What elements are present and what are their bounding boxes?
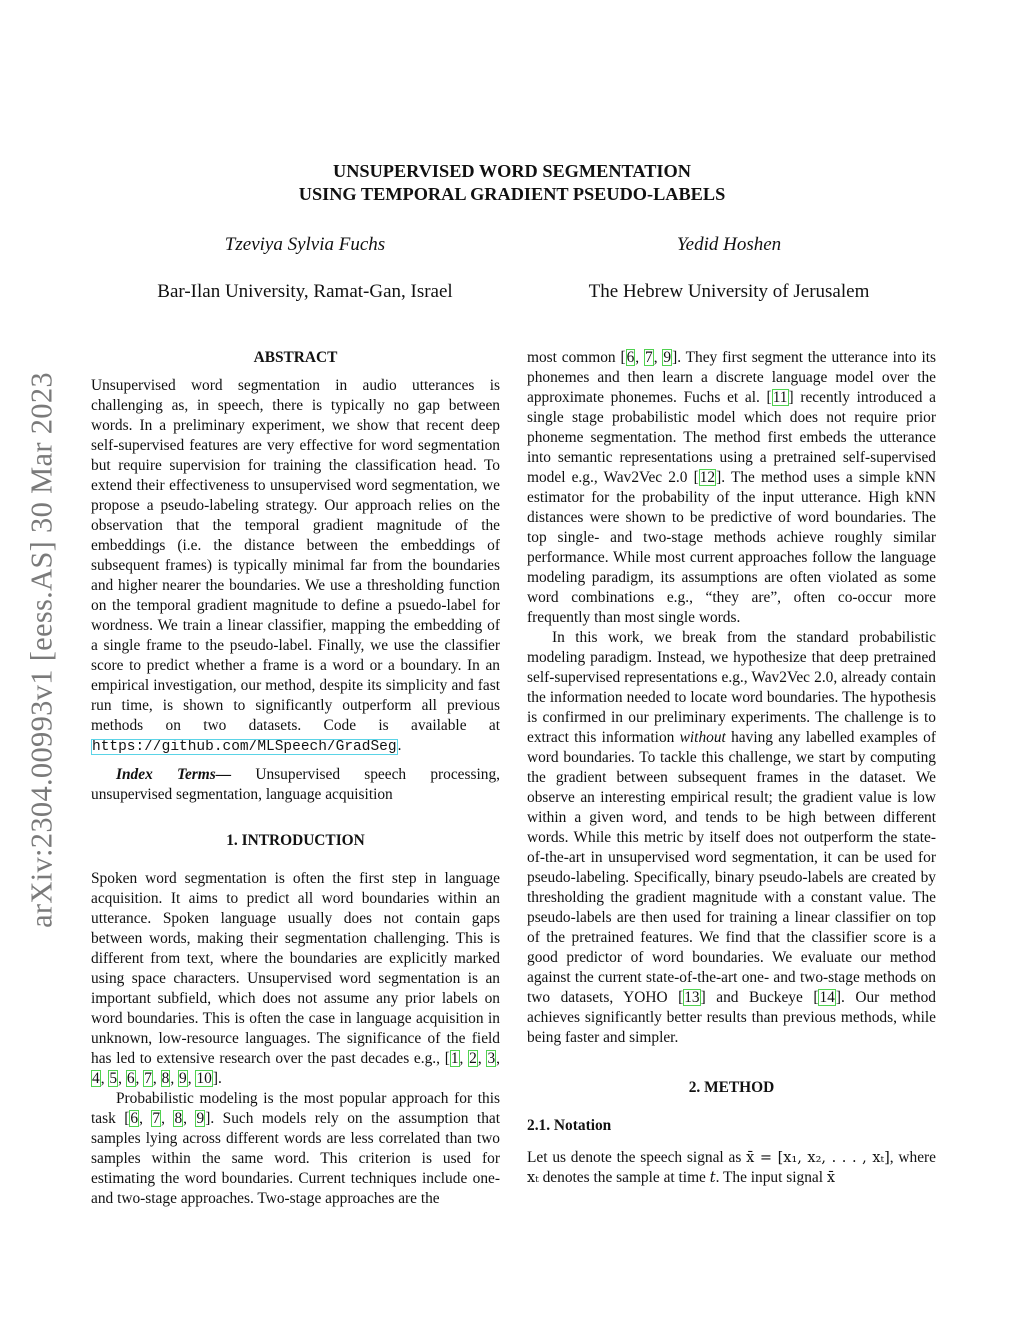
citation-link[interactable]: 7 bbox=[644, 349, 653, 366]
notation-heading: 2.1. Notation bbox=[527, 1117, 612, 1134]
author-1-affiliation: Bar-Ilan University, Ramat-Gan, Israel bbox=[157, 281, 453, 302]
citation-link[interactable]: 9 bbox=[196, 1110, 205, 1127]
code-link[interactable]: https://github.com/MLSpeech/GradSeg bbox=[92, 739, 397, 755]
citation-link[interactable]: 4 bbox=[92, 1070, 100, 1087]
citation-link[interactable]: 2 bbox=[469, 1050, 477, 1067]
author-1-name: Tzeviya Sylvia Fuchs bbox=[224, 234, 386, 255]
right-paragraph-1: most common [6, 7, 9]. They first segment the utterance into its phonemes and then learn a discrete language model over the approximate phonemes. Fuchs et al. [11] recently introduced a single stage probabilistic model which does not require prior phoneme segmentation. The method first embeds the utterance into semantic representations using a pretrained self-supervised model e.g., Wav2Vec 2.0 [12]. The method uses a simple kNN estimator for the probability of the input utterance. High kNN distances were shown to be predictive of word boundaries. The top single- and two-stage methods achieve roughly similar performance. While most current approaches follow the language modeling paradigm, its assumptions are often violated as some word combinations e.g., “they are”, often co-occur more frequently than most single words. bbox=[527, 349, 936, 626]
title-line-1: UNSUPERVISED WORD SEGMENTATION bbox=[333, 161, 691, 181]
intro-paragraph-1: Spoken word segmentation is often the first step in language acquisition. It aims to predict all word boundaries within an utterance. Spoken language usually does not contain gaps between words, making their segmentation challenging. This is different from text, where the boundaries are explicitly marked using space characters. Unsupervised word segmentation is an important subfield, which does not assume any prior labels on word boundaries. This is often the case in language acquisition in unknown, low-resource languages. The significance of the field has led to extensive research over the past decades e.g., [1, 2, 3, 4, 5, 6, 7, 8, 9, 10]. bbox=[91, 870, 500, 1087]
intro-paragraph-2: Probabilistic modeling is the most popular approach for this task [6, 7, 8, 9]. Such models rely on the assumption that samples lying across different words are less correlated than two samples within the same word. This criterion is used for estimating the word boundaries. Current techniques include one- and two-stage approaches. Two-stage approaches are the bbox=[91, 1090, 501, 1207]
paper-title bbox=[0, 160, 1024, 206]
citation-link[interactable]: 10 bbox=[196, 1070, 212, 1087]
citation-link[interactable]: 3 bbox=[487, 1050, 496, 1067]
citation-link[interactable]: 9 bbox=[663, 349, 672, 366]
citation-link[interactable]: 5 bbox=[109, 1070, 118, 1087]
citation-link[interactable]: 9 bbox=[179, 1070, 187, 1087]
citation-link[interactable]: 6 bbox=[626, 349, 635, 366]
left-column bbox=[91, 348, 500, 1209]
citation-link[interactable]: 7 bbox=[144, 1070, 152, 1087]
notation-paragraph: Let us denote the speech signal as x̄ = [x₁, x₂, . . . , xₜ], where xₜ denotes the sample at time t. The input signal x̄ bbox=[527, 1149, 936, 1186]
author-2-affiliation: The Hebrew University of Jerusalem bbox=[588, 281, 870, 302]
right-column bbox=[527, 348, 936, 1188]
citation-link[interactable]: 6 bbox=[130, 1110, 139, 1127]
citation-link[interactable]: 14 bbox=[819, 989, 835, 1006]
abstract-heading: ABSTRACT bbox=[253, 349, 338, 366]
citation-link[interactable]: 8 bbox=[174, 1110, 183, 1127]
introduction-heading: 1. INTRODUCTION bbox=[226, 832, 365, 849]
abstract-text: Unsupervised word segmentation in audio utterances is challenging as, in speech, there is typically no gap between words. In a preliminary experiment, we show that recent deep self-supervised features are very effective for word segmentation but require supervision for training the classification head. To extend their effectiveness to unsupervised word segmentation, we propose a pseudo-labeling strategy. Our approach relies on the observation that the temporal gradient magnitude of the embeddings (i.e. the distance between the embeddings of subsequent frames) is typically minimal far from the boundaries and higher nearer the boundaries. We use a thresholding function on the temporal gradient magnitude to define a psuedo-label for wordness. We train a linear classifier, mapping the embedding of a single frame to the pseudo-label. Finally, we use the classifier score to predict whether a frame is a word or a boundary. In an empirical investigation, our method, despite its simplicity and fast run time, is shown to significantly outperform all previous methods on two datasets. Code is available at https://github.com/MLSpeech/GradSeg. bbox=[91, 377, 500, 755]
author-2-name: Yedid Hoshen bbox=[676, 234, 782, 255]
citation-link[interactable]: 1 bbox=[450, 1050, 459, 1067]
method-heading: 2. METHOD bbox=[688, 1079, 775, 1096]
citation-link[interactable]: 7 bbox=[152, 1110, 161, 1127]
signal-equation: x̄ = [x₁, x₂, . . . , xₜ] bbox=[746, 1150, 890, 1166]
citation-link[interactable]: 11 bbox=[772, 389, 788, 406]
index-terms: Index Terms— Unsupervised speech processing, unsupervised segmentation, language acquisition bbox=[91, 766, 500, 803]
arxiv-stamp: arXiv:2304.00993v1 [eess.AS] 30 Mar 2023 bbox=[24, 372, 59, 928]
title-line-2: USING TEMPORAL GRADIENT PSEUDO-LABELS bbox=[298, 184, 726, 204]
citation-link[interactable]: 6 bbox=[126, 1070, 135, 1087]
citation-link[interactable]: 12 bbox=[699, 469, 716, 486]
citation-link[interactable]: 13 bbox=[684, 989, 700, 1006]
right-paragraph-2: In this work, we break from the standard probabilistic modeling paradigm. Instead, we hypothesize that deep pretrained self-supervised representations e.g., Wav2Vec 2.0, already contain the information needed to locate word boundaries. The hypothesis is confirmed in our preliminary experiments. The challenge is to extract this information without having any labelled examples of word boundaries. To tackle this challenge, we start by computing the gradient between subsequent frames in the dataset. We observe an interesting empirical result; the gradient value is low within a given word, and tends to be high between different words. While this metric by itself does not outperform the state-of-the-art in unsupervised word segmentation, it can be used for pseudo-labeling. Specifically, binary pseudo-labels are created by thresholding the gradient magnitude with a constant value. The pseudo-labels are then used for training a linear classifier on top of the pretrained features. We find that the classifier score is a good predictor of word boundaries. We evaluate our method against the current state-of-the-art one- and two-stage methods on two datasets, YOHO [13] and Buckeye [14]. Our method achieves significantly better results than previous methods, while being faster and simpler. bbox=[527, 629, 936, 1046]
citation-link[interactable]: 8 bbox=[161, 1070, 170, 1087]
index-terms-label: Index Terms— bbox=[116, 766, 232, 783]
